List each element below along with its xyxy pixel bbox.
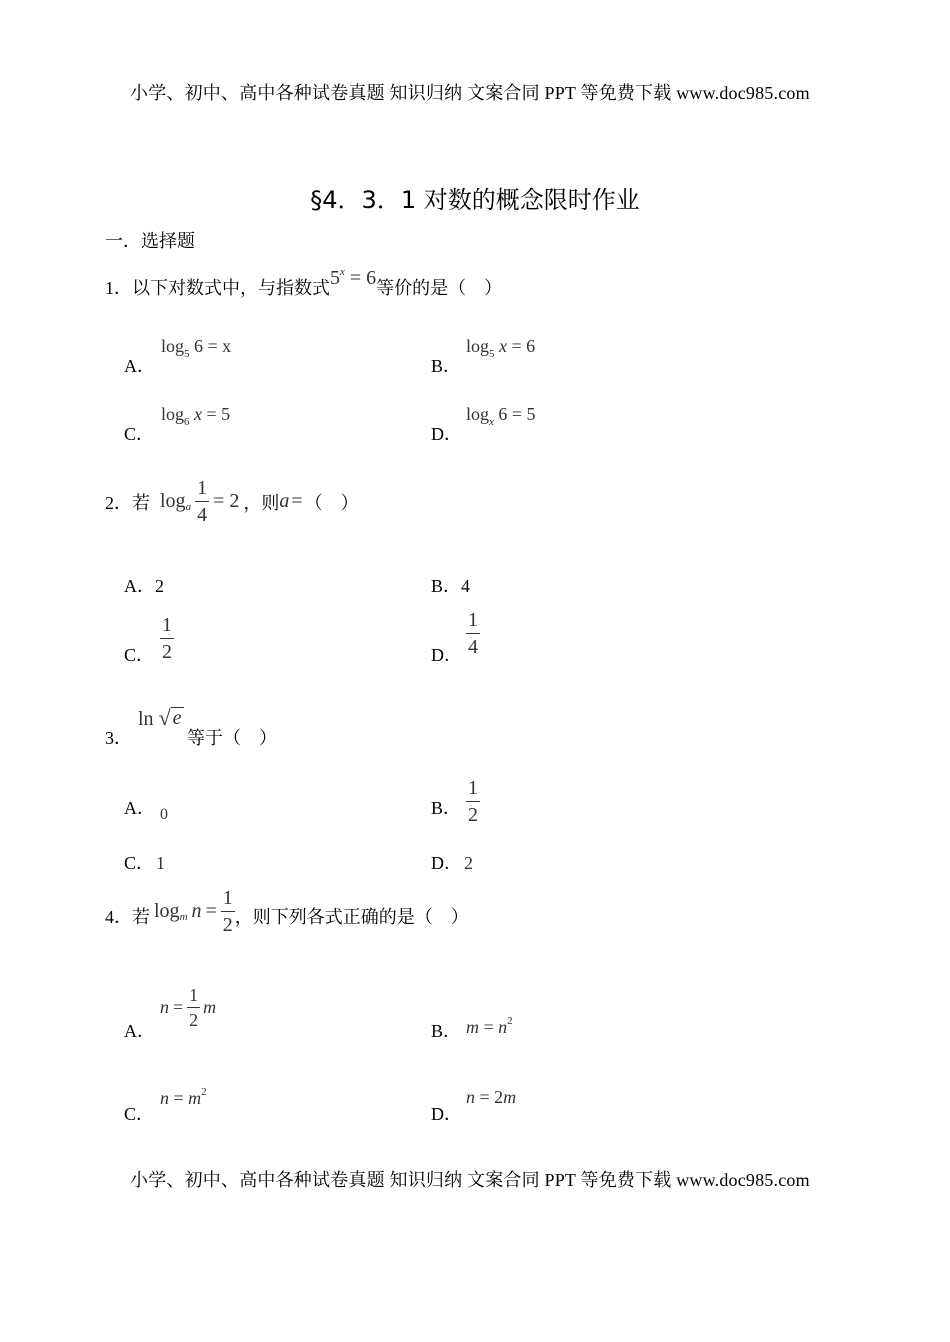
page-title: §4．3．1 对数的概念限时作业	[310, 186, 640, 214]
question-number: 4．	[105, 906, 132, 927]
option-d[interactable]: D．	[431, 645, 462, 665]
log-fraction-formula: log a $\frac{1}{4}$ = 2	[160, 477, 240, 526]
question-number: 3．	[105, 728, 132, 748]
option-b-formula: $m = n^2$	[466, 1015, 513, 1037]
option-a-value: 0	[160, 806, 168, 823]
option-d[interactable]: D．	[431, 1104, 462, 1124]
ln-sqrt-e-formula: ln √ e	[138, 705, 182, 730]
option-a[interactable]: A．	[124, 356, 155, 376]
exponential-formula: 5$^x$ = 6	[330, 266, 377, 289]
option-b[interactable]: B．4	[431, 576, 471, 596]
question-text: 以下对数式中，与指数式	[132, 278, 330, 299]
question-text: ，则下列各式正确的是（ ）	[234, 906, 469, 928]
question-text: （ ）	[304, 492, 359, 514]
option-d[interactable]: D．	[431, 424, 462, 444]
option-a-formula: $\log_5 6 = x$	[161, 336, 232, 360]
question-text: 若	[132, 492, 150, 514]
option-c[interactable]: C．	[124, 1104, 155, 1124]
question-number: 2．	[105, 492, 132, 513]
question-2: 2． 若 log a $\frac{1}{4}$ = 2 ，则 a = （ ）	[105, 477, 359, 526]
question-text: 若	[132, 906, 150, 928]
header-banner: 小学、初中、高中各种试卷真题 知识归纳 文案合同 PPT 等免费下载 www.doc985.com	[130, 83, 810, 103]
option-c-fraction: $\frac{1}{2}$	[162, 614, 172, 663]
question-text: 等价的是（ ）	[376, 278, 503, 299]
option-c[interactable]: C． 1	[124, 853, 166, 873]
question-3	[105, 724, 132, 750]
log-m-n-formula: log m n = $\frac{1}{2}$	[154, 887, 233, 936]
option-d-formula: n = 2m	[466, 1087, 517, 1107]
question-4	[105, 887, 469, 939]
option-d-formula: $\log_x 6 = 5$	[466, 404, 536, 428]
option-c-formula: $n = m^2$	[160, 1086, 207, 1108]
section-heading: 一．选择题	[105, 231, 195, 252]
option-b[interactable]: B．	[431, 1021, 462, 1041]
option-a[interactable]: A．2	[124, 576, 164, 596]
option-d-fraction: $\frac{1}{4}$	[468, 609, 478, 658]
variable-a: a	[279, 490, 290, 512]
option-b[interactable]: B．	[431, 356, 462, 376]
option-b-formula: $\log_5 x = 6$	[466, 336, 536, 360]
question-text: 等于（ ）	[187, 728, 277, 749]
option-a[interactable]: A．	[124, 798, 155, 818]
option-a-formula: n = $\frac{1}{2}$ m	[160, 985, 217, 1030]
option-a[interactable]: A．	[124, 1021, 155, 1041]
option-c[interactable]: C．	[124, 645, 155, 665]
question-1	[105, 266, 503, 300]
option-b-fraction: $\frac{1}{2}$	[468, 777, 478, 826]
question-text: ，则	[243, 492, 280, 514]
option-c-formula: $\log_6 x = 5$	[161, 404, 231, 428]
option-b[interactable]: B．	[431, 798, 462, 818]
option-c[interactable]: C．	[124, 424, 155, 444]
question-number: 1．	[105, 278, 132, 298]
option-d[interactable]: D． 2	[431, 853, 473, 873]
footer-banner: 小学、初中、高中各种试卷真题 知识归纳 文案合同 PPT 等免费下载 www.doc985.com	[130, 1170, 810, 1190]
